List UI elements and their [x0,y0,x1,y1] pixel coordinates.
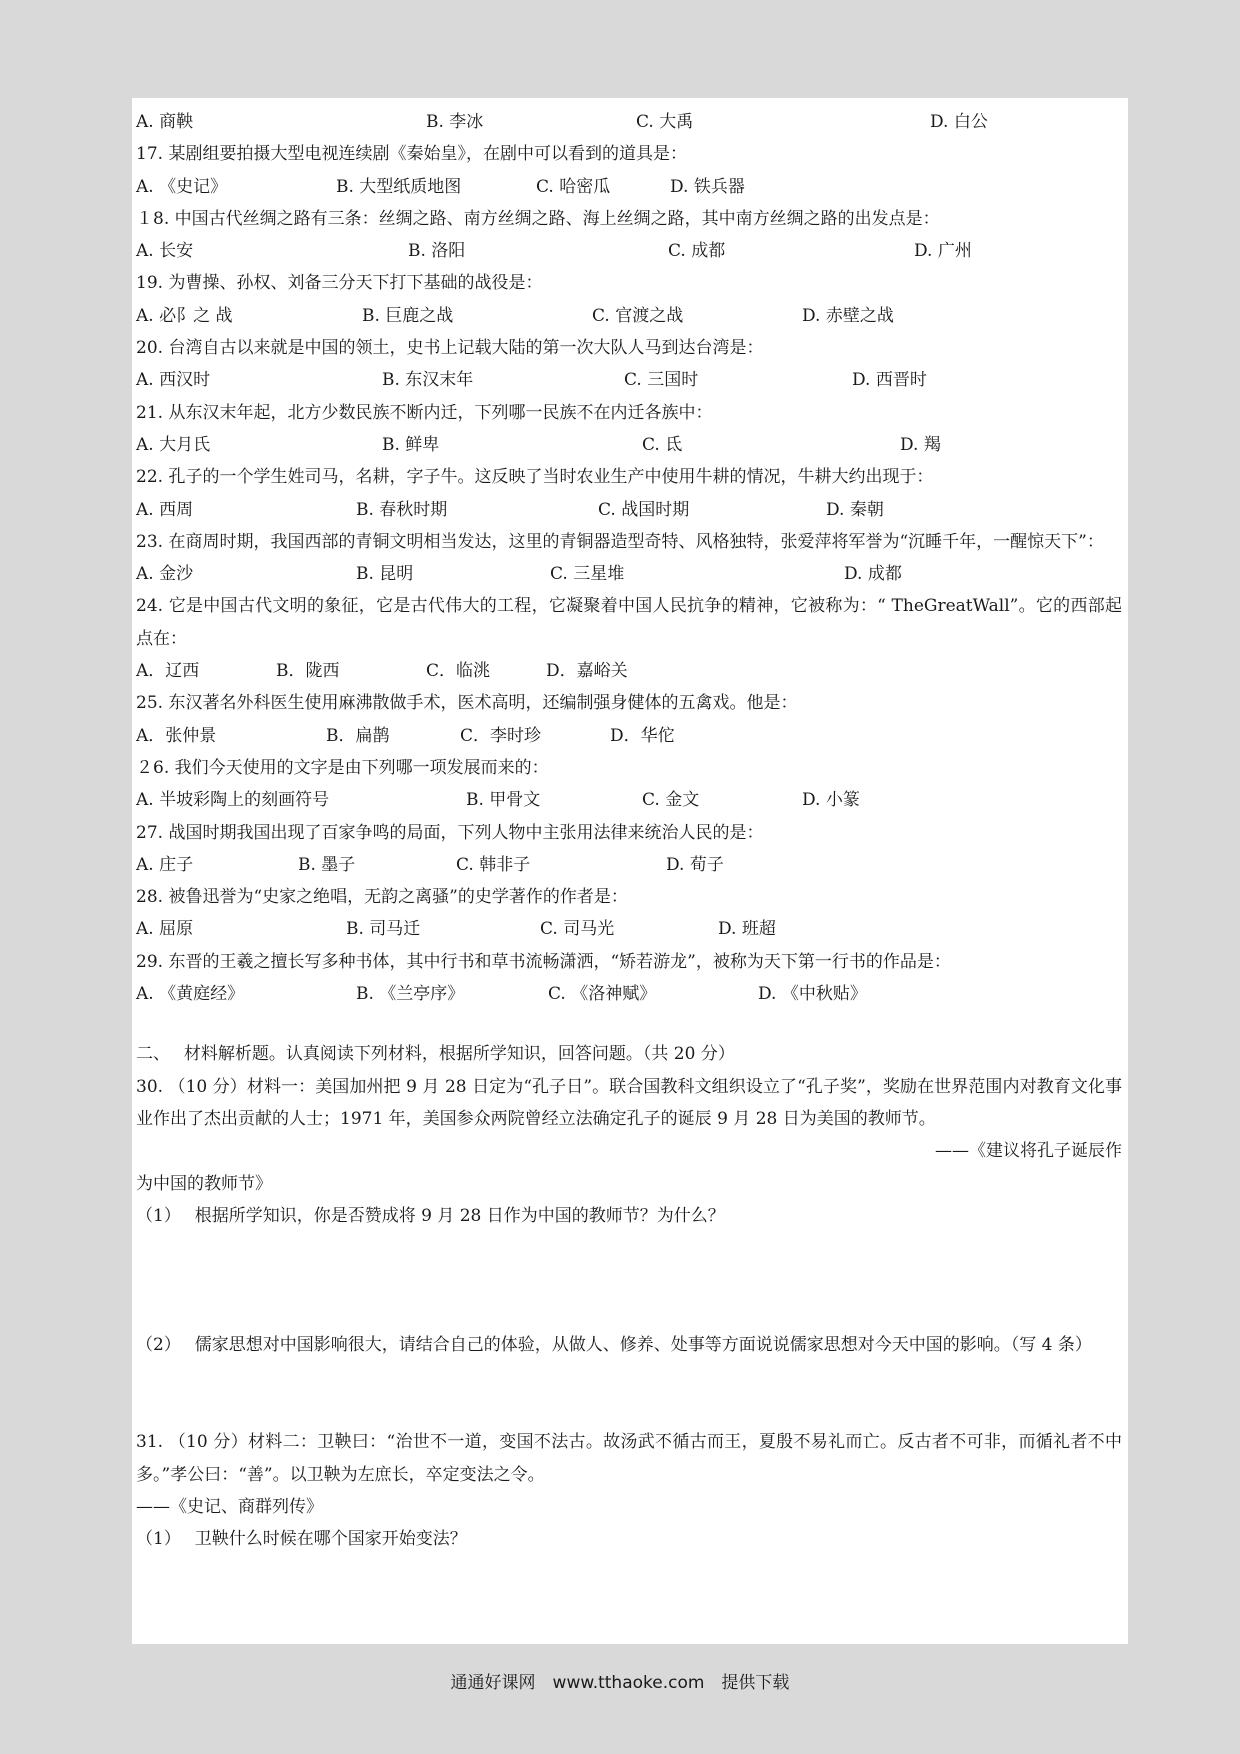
q27-option-b: B. 墨子 [298,854,356,875]
q26-stem: ２6. 我们今天使用的文字是由下列哪一项发展而来的： [136,757,549,778]
q20-option-a: A. 西汉时 [136,370,211,391]
footer-credit: 通通好课网 www.tthaoke.com 提供下载 [450,1673,790,1693]
q23-options [136,558,1122,590]
q16-option-d: D. 白公 [930,112,988,132]
q27-stem: 27. 战国时期我国出现了百家争鸣的局面，下列人物中主张用法律来统治人民的是： [136,822,764,843]
q31-source: ——《史记、商群列传》 [136,1496,323,1517]
q29-options [136,978,1122,1010]
q20-option-b: B. 东汉末年 [382,370,474,391]
q19-option-d: D. 赤壁之战 [802,305,894,326]
q18-option-d: D. 广州 [914,241,972,262]
q24-options [136,655,1122,687]
q17-stem: 17. 某剧组要拍摄大型电视连续剧《秦始皇》，在剧中可以看到的道具是： [136,144,687,165]
q25-option-a: A．张仲景 [136,725,217,746]
q21-option-c: C. 氐 [642,434,683,455]
q28-option-b: B. 司马迁 [346,919,421,940]
q26-option-c: C. 金文 [642,790,700,811]
q29-option-b: B. 《兰亭序》 [356,984,465,1005]
exam-page [132,98,1128,1644]
q30-sub2: （2） 儒家思想对中国影响很大，请结合自己的体验，从做人、修养、处事等方面说说儒家思想对今天中国的影响。（写 4 条） [136,1335,1092,1356]
q25-option-c: C．李时珍 [460,725,542,746]
q16-option-b: B. 李冰 [426,112,484,132]
q29-option-a: A. 《黄庭经》 [136,984,245,1005]
q19-options [136,300,1122,332]
q28-stem: 28. 被鲁迅誉为“史家之绝唱，无韵之离骚”的史学著作的作者是： [136,887,628,908]
q26-options [136,784,1122,816]
q24-stem: 24. 它是中国古代文明的象征，它是古代伟大的工程，它凝聚着中国人民抗争的精神，它被称为：“ TheGreatWall”。它的西部起点在： [136,596,1122,649]
q26-option-b: B. 甲骨文 [466,790,541,811]
q30-material: 30. （10 分）材料一：美国加州把 9 月 28 日定为“孔子日”。联合国教科文组织设立了“孔子奖”，奖励在世界范围内对教育文化事业作出了杰出贡献的人士；1971 年，美国参众两院曾经立法确定孔子的诞辰 9 月 28 日为美国的教师节。 [136,1076,1122,1129]
q19-option-b: B. 巨鹿之战 [362,305,454,326]
q25-stem: 25. 东汉著名外科医生使用麻沸散做手术，医术高明，还编制强身健体的五禽戏。他是： [136,693,798,714]
q22-option-a: A. 西周 [136,499,194,520]
q28-option-a: A. 屈原 [136,919,194,940]
q24-option-c: C．临洮 [426,661,491,682]
q29-option-c: C. 《洛神赋》 [548,984,657,1005]
q22-option-b: B. 春秋时期 [356,499,448,520]
q21-options [136,429,1122,461]
q26-option-d: D. 小篆 [802,790,860,811]
q28-options [136,913,1122,945]
q29-stem: 29. 东晋的王羲之擅长写多种书体，其中行书和草书流畅潇洒，“矫若游龙”，被称为天下第一行书的作品是： [136,951,951,972]
q27-options [136,849,1122,881]
q30-source-line2: 为中国的教师节》 [136,1173,272,1194]
q22-option-c: C. 战国时期 [598,499,690,520]
q16-option-c: C. 大禹 [636,112,694,132]
q30-sub1: （1） 根据所学知识，你是否赞成将 9 月 28 日作为中国的教师节？为什么？ [136,1205,725,1226]
q18-options [136,235,1122,267]
q23-option-b: B. 昆明 [356,564,414,585]
q24-option-d: D．嘉峪关 [546,661,628,682]
q16-options [136,106,1122,138]
q21-option-b: B. 鲜卑 [382,434,440,455]
q17-options [136,171,1122,203]
spacer [136,1010,1122,1038]
q18-stem: １8. 中国古代丝绸之路有三条：丝绸之路、南方丝绸之路、海上丝绸之路，其中南方丝绸之路的出发点是： [136,208,940,229]
q26-option-a: A. 半坡彩陶上的刻画符号 [136,790,330,811]
q21-stem: 21. 从东汉末年起，北方少数民族不断内迁，下列哪一民族不在内迁各族中： [136,402,713,423]
q17-option-a: A. 《史记》 [136,176,228,197]
q30-sub2-answer-space [136,1361,1122,1426]
q30-sub1-answer-space [136,1232,1122,1329]
q25-options [136,720,1122,752]
q19-stem: 19. 为曹操、孙权、刘备三分天下打下基础的战役是： [136,273,543,294]
q28-option-d: D. 班超 [718,919,776,940]
q23-option-a: A. 金沙 [136,564,194,585]
q20-stem: 20. 台湾自古以来就是中国的领土，史书上记载大陆的第一次大队人马到达台湾是： [136,338,764,359]
q20-option-d: D. 西晋时 [852,370,927,391]
q17-option-d: D. 铁兵器 [670,176,745,197]
q16-option-a: A. 商鞅 [136,112,194,132]
q25-option-b: B．扁鹊 [326,725,390,746]
q31-material: 31. （10 分）材料二：卫鞅曰：“治世不一道，变国不法古。故汤武不循古而王，夏殷不易礼而亡。反古者不可非，而循礼者不中多。”孝公曰：“善”。以卫鞅为左庶长，卒定变法之令。 [136,1432,1122,1485]
q17-option-c: C. 哈密瓜 [536,176,611,197]
q24-option-b: B．陇西 [276,661,340,682]
q17-option-b: B. 大型纸质地图 [336,176,462,197]
q31-sub1: （1） 卫鞅什么时候在哪个国家开始变法？ [136,1529,467,1550]
q23-option-c: C. 三星堆 [550,564,625,585]
q23-stem: 23. 在商周时期，我国西部的青铜文明相当发达，这里的青铜器造型奇特、风格独特，张爱萍将军誉为“沉睡千年，一醒惊天下”： [136,531,1104,552]
q21-option-d: D. 羯 [900,434,941,455]
q30-source-line1: ——《建议将孔子诞辰作 [935,1141,1122,1162]
q22-stem: 22. 孔子的一个学生姓司马，名耕，字子牛。这反映了当时农业生产中使用牛耕的情况，牛耕大约出现于： [136,467,934,488]
q19-option-a: A. 必阝之 战 [136,305,233,326]
q27-option-c: C. 韩非子 [456,854,531,875]
q21-option-a: A. 大月氏 [136,434,211,455]
q23-option-d: D. 成都 [844,564,902,585]
q22-options [136,494,1122,526]
q22-option-d: D. 秦朝 [826,499,884,520]
q27-option-a: A. 庄子 [136,854,194,875]
q20-option-c: C. 三国时 [624,370,699,391]
q28-option-c: C. 司马光 [540,919,615,940]
q18-option-c: C. 成都 [668,241,726,262]
q19-option-c: C. 官渡之战 [592,305,684,326]
q18-option-a: A. 长安 [136,241,194,262]
q18-option-b: B. 洛阳 [408,241,466,262]
q29-option-d: D. 《中秋贴》 [758,984,867,1005]
q25-option-d: D．华佗 [610,725,675,746]
section2-heading: 二、 材料解析题。认真阅读下列材料，根据所学知识，回答问题。（共 20 分） [136,1044,735,1065]
page-content [136,106,1122,1556]
q20-options [136,364,1122,396]
q24-option-a: A．辽西 [136,661,200,682]
q27-option-d: D. 荀子 [666,854,724,875]
